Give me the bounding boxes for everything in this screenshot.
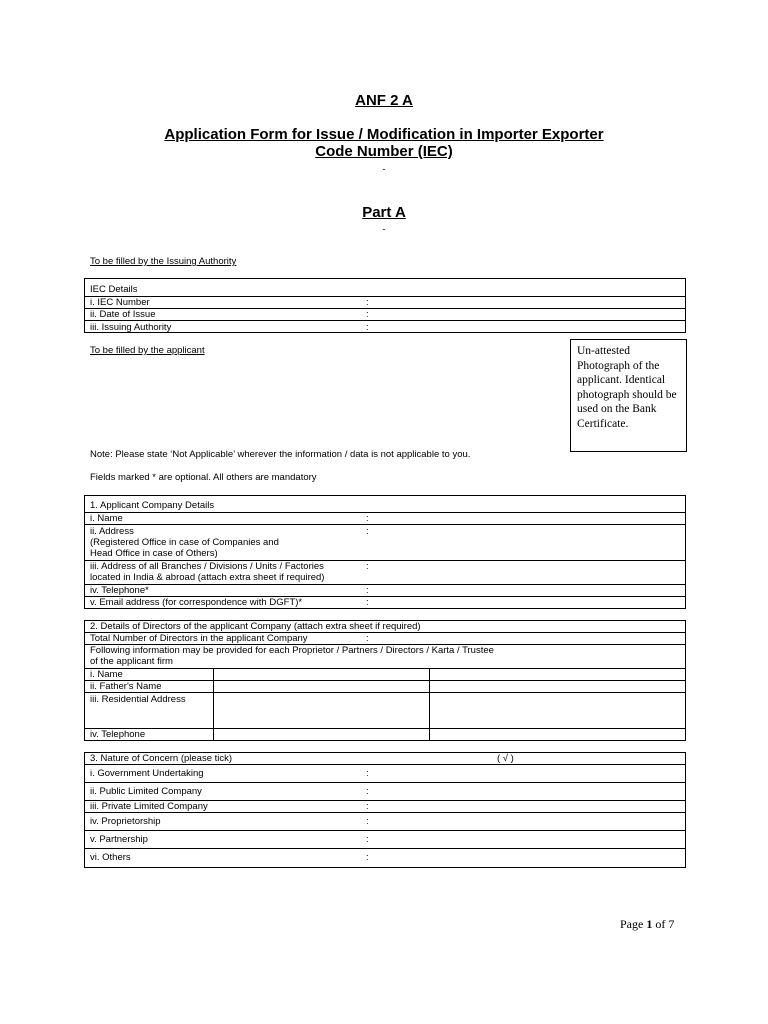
branches-label: iii. Address of all Branches / Divisions / Units / Factories xyxy=(90,561,324,572)
director-name-label: i. Name xyxy=(90,669,123,680)
address-label: ii. Address xyxy=(90,526,134,537)
proprietorship-tick[interactable]: : xyxy=(366,816,369,827)
proprietorship-label: iv. Proprietorship xyxy=(90,816,161,827)
director-telephone-label: iv. Telephone xyxy=(90,729,146,740)
photograph-box[interactable]: Un-attested Photograph of the applicant. Identical photograph should be used on the Bank Certificate. xyxy=(570,339,687,452)
total-directors-field[interactable]: : xyxy=(366,633,369,644)
form-code: ANF 2 A xyxy=(355,92,413,109)
public-ltd-tick[interactable]: : xyxy=(366,786,369,797)
issuing-authority-heading: To be filled by the Issuing Authority xyxy=(90,256,237,267)
partnership-label: v. Partnership xyxy=(90,834,148,845)
others-tick[interactable]: : xyxy=(366,852,369,863)
address-label-note: (Registered Office in case of Companies and xyxy=(90,537,279,548)
director-father-name-label: ii. Father's Name xyxy=(90,681,162,692)
company-name-label: i. Name xyxy=(90,513,123,524)
iec-number-field[interactable]: : xyxy=(366,297,369,308)
date-of-issue-field[interactable]: : xyxy=(366,309,369,320)
address-field[interactable]: : xyxy=(366,526,369,537)
telephone-field[interactable]: : xyxy=(366,585,369,596)
form-title-line1: Application Form for Issue / Modification in Importer Exporter xyxy=(164,126,604,143)
private-ltd-tick[interactable]: : xyxy=(366,801,369,812)
director-address-label: iii. Residential Address xyxy=(90,694,186,705)
branches-label-note: located in India & abroad (attach extra sheet if required) xyxy=(90,572,325,583)
directors-info-text: of the applicant firm xyxy=(90,656,173,667)
govt-undertaking-label: i. Government Undertaking xyxy=(90,768,204,779)
page-number: Page 1 of 7 xyxy=(620,917,675,931)
others-label: vi. Others xyxy=(90,852,131,863)
part-heading: Part A xyxy=(362,204,406,221)
total-directors-label: Total Number of Directors in the applicant Company xyxy=(90,633,308,644)
telephone-label: iv. Telephone* xyxy=(90,585,149,596)
section2-title: 2. Details of Directors of the applicant Company (attach extra sheet if required) xyxy=(90,621,421,632)
optional-fields-note: Fields marked * are optional. All others are mandatory xyxy=(90,472,317,483)
iec-details-table xyxy=(84,278,686,333)
email-field[interactable]: : xyxy=(366,597,369,608)
form-title-line2: Code Number (IEC) xyxy=(315,143,453,160)
partnership-tick[interactable]: : xyxy=(366,834,369,845)
applicant-heading: To be filled by the applicant xyxy=(90,345,205,356)
date-of-issue-label: ii. Date of Issue xyxy=(90,309,156,320)
iec-number-label: i. IEC Number xyxy=(90,297,150,308)
public-ltd-label: ii. Public Limited Company xyxy=(90,786,202,797)
section1-title: 1. Applicant Company Details xyxy=(90,500,215,511)
govt-undertaking-tick[interactable]: : xyxy=(366,768,369,779)
email-label: v. Email address (for correspondence with DGFT)* xyxy=(90,597,303,608)
section3-title: 3. Nature of Concern (please tick) xyxy=(90,753,233,764)
separator-dash: - xyxy=(382,164,386,175)
separator-dash: - xyxy=(382,224,386,235)
address-label-note: Head Office in case of Others) xyxy=(90,548,218,559)
iec-details-title: IEC Details xyxy=(90,284,138,295)
issuing-authority-field[interactable]: : xyxy=(366,322,369,333)
branches-field[interactable]: : xyxy=(366,561,369,572)
tick-column-header: ( √ ) xyxy=(497,753,514,764)
not-applicable-note: Note: Please state ‘Not Applicable’ wherever the information / data is not applicable to you. xyxy=(90,449,471,460)
private-ltd-label: iii. Private Limited Company xyxy=(90,801,208,812)
issuing-authority-label: iii. Issuing Authority xyxy=(90,322,172,333)
company-name-field[interactable]: : xyxy=(366,513,369,524)
directors-info-text: Following information may be provided for each Proprietor / Partners / Directors / Karta / Trustee xyxy=(90,645,494,656)
